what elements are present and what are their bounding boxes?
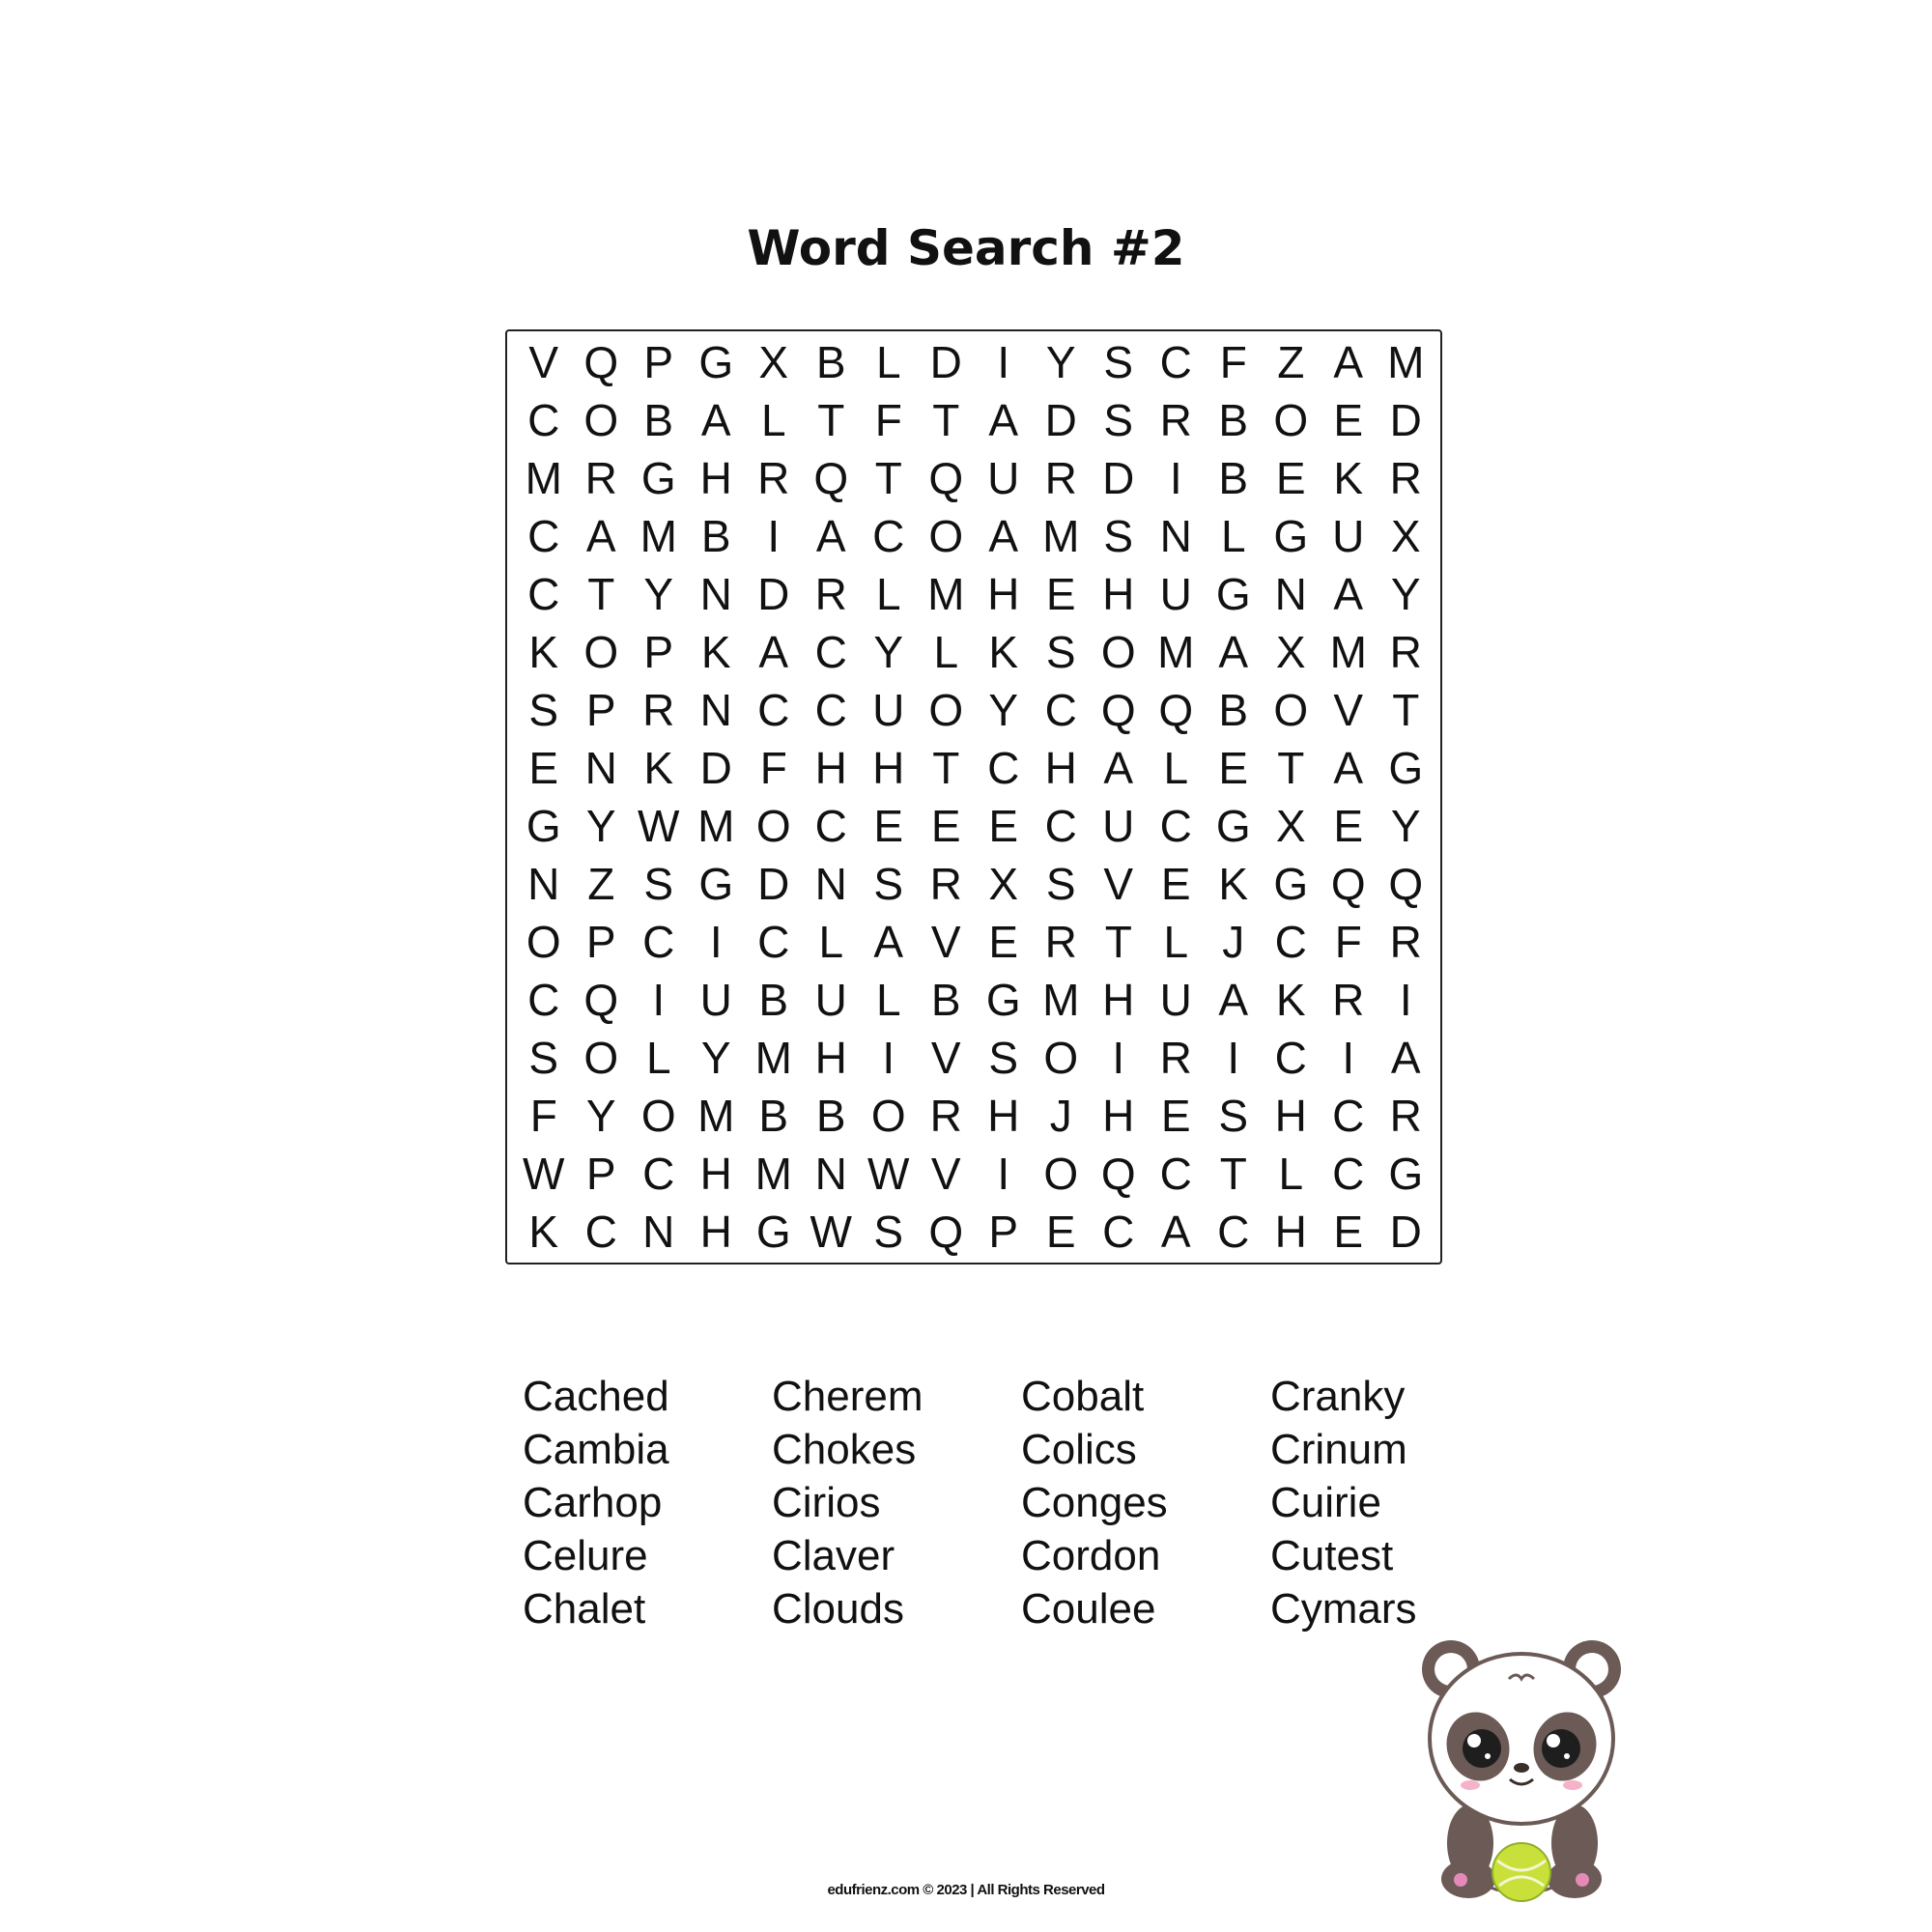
grid-cell: U [814,975,847,1025]
grid-cell: H [699,1207,732,1257]
grid-cell: A [1218,627,1249,677]
grid-cell: N [1159,511,1192,561]
grid-cell: C [757,685,790,735]
word-list-item: Cirios [772,1479,881,1526]
grid-cell: B [1218,453,1249,503]
grid-cell: G [1273,859,1309,909]
word-list-item: Clouds [772,1585,904,1633]
grid-cell: Q [813,453,849,503]
grid-cell: C [1217,1207,1250,1257]
word-search-grid [515,333,1435,1261]
grid-cell: L [1220,511,1246,561]
grid-cell: D [757,859,790,909]
grid-cell: B [930,975,961,1025]
grid-cell: K [528,1207,559,1257]
grid-cell: C [1159,801,1192,851]
grid-cell: O [640,1091,676,1141]
grid-cell: H [1274,1207,1307,1257]
grid-cell: R [1044,453,1077,503]
grid-cell: Q [1100,1149,1136,1199]
grid-cell: C [1274,917,1307,967]
word-list-item: Cymars [1270,1585,1417,1633]
grid-cell: R [584,453,617,503]
grid-cell: H [1102,569,1135,619]
grid-cell: R [1389,453,1422,503]
grid-cell: V [528,337,559,387]
grid-cell: X [1275,627,1306,677]
grid-cell: B [758,1091,789,1141]
grid-cell: O [583,627,619,677]
grid-cell: H [987,569,1020,619]
grid-cell: T [817,395,845,445]
grid-cell: L [1163,743,1189,793]
grid-cell: R [814,569,847,619]
grid-cell: P [643,337,674,387]
grid-cell: K [1218,859,1249,909]
grid-cell: C [814,627,847,677]
grid-cell: R [1389,917,1422,967]
grid-cell: M [639,511,677,561]
grid-cell: O [1043,1033,1079,1083]
grid-cell: I [709,917,723,967]
grid-cell: S [873,1207,904,1257]
grid-cell: I [882,1033,895,1083]
grid-cell: M [754,1149,792,1199]
grid-cell: J [1049,1091,1072,1141]
grid-cell: L [1163,917,1189,967]
grid-cell: C [527,975,560,1025]
grid-cell: K [643,743,674,793]
grid-cell: T [874,453,902,503]
word-list-item: Cherem [772,1373,923,1420]
grid-cell: B [758,975,789,1025]
grid-cell: S [528,685,559,735]
grid-cell: C [642,1149,675,1199]
grid-cell: L [875,337,901,387]
grid-cell: Y [873,627,904,677]
word-list [523,1370,1469,1635]
grid-cell: H [699,453,732,503]
grid-cell: D [929,337,962,387]
grid-cell: G [1215,569,1251,619]
grid-cell: G [985,975,1021,1025]
grid-cell: I [997,1149,1010,1199]
grid-cell: D [757,569,790,619]
grid-cell: C [1332,1149,1365,1199]
word-list-item: Carhop [523,1479,663,1526]
grid-cell: P [988,1207,1019,1257]
grid-cell: A [1390,1033,1421,1083]
grid-cell: B [1218,685,1249,735]
grid-cell: C [642,917,675,967]
grid-cell: Y [1045,337,1076,387]
grid-cell: O [583,395,619,445]
grid-cell: U [1332,511,1365,561]
grid-cell: U [1159,569,1192,619]
grid-cell: Y [1390,801,1421,851]
grid-cell: X [1275,801,1306,851]
grid-cell: T [1277,743,1305,793]
grid-cell: C [1274,1033,1307,1083]
grid-cell: E [1160,859,1191,909]
grid-cell: B [815,1091,846,1141]
grid-cell: E [1160,1091,1191,1141]
grid-cell: C [527,569,560,619]
grid-cell: Y [585,801,616,851]
grid-cell: C [527,395,560,445]
grid-cell: P [643,627,674,677]
grid-cell: E [930,801,961,851]
grid-cell: V [1333,685,1364,735]
grid-cell: E [1275,453,1306,503]
grid-cell: X [1390,511,1421,561]
grid-cell: A [1103,743,1134,793]
grid-cell: L [1278,1149,1304,1199]
grid-cell: H [872,743,905,793]
grid-cell: N [1274,569,1307,619]
grid-cell: Q [583,975,619,1025]
grid-cell: B [815,337,846,387]
grid-cell: Y [1390,569,1421,619]
grid-cell: A [700,395,731,445]
grid-cell: C [872,511,905,561]
grid-cell: R [929,1091,962,1141]
grid-cell: I [1399,975,1412,1025]
grid-cell: S [1103,395,1134,445]
grid-cell: N [699,569,732,619]
grid-cell: A [1333,743,1364,793]
grid-cell: D [1044,395,1077,445]
grid-cell: I [652,975,666,1025]
grid-cell: M [697,1091,735,1141]
grid-cell: O [928,685,964,735]
grid-cell: H [1044,743,1077,793]
grid-cell: K [1275,975,1306,1025]
grid-cell: G [1273,511,1309,561]
grid-cell: A [1218,975,1249,1025]
grid-cell: F [874,395,902,445]
grid-cell: D [1389,1207,1422,1257]
grid-cell: W [810,1207,852,1257]
grid-cell: M [1042,511,1080,561]
grid-cell: T [932,395,960,445]
grid-cell: G [640,453,676,503]
grid-cell: A [988,395,1019,445]
grid-cell: I [997,337,1010,387]
grid-cell: M [1387,337,1425,387]
grid-cell: R [1159,1033,1192,1083]
grid-cell: N [642,1207,675,1257]
grid-cell: B [1218,395,1249,445]
grid-cell: N [699,685,732,735]
grid-cell: W [638,801,680,851]
grid-cell: V [930,917,961,967]
grid-cell: G [1215,801,1251,851]
grid-cell: M [927,569,965,619]
grid-cell: C [1044,685,1077,735]
grid-cell: L [645,1033,671,1083]
grid-cell: I [1169,453,1182,503]
grid-cell: O [1273,685,1309,735]
word-list-item: Cached [523,1373,669,1420]
grid-cell: L [933,627,959,677]
grid-cell: I [1342,1033,1355,1083]
grid-cell: U [987,453,1020,503]
grid-cell: S [1045,859,1076,909]
grid-cell: U [872,685,905,735]
word-list-item: Crinum [1270,1426,1407,1473]
grid-cell: Q [1330,859,1366,909]
grid-cell: G [1388,743,1424,793]
grid-cell: T [932,743,960,793]
grid-cell: X [988,859,1019,909]
word-list-item: Cordon [1021,1532,1161,1579]
grid-cell: E [873,801,904,851]
grid-cell: G [698,337,734,387]
grid-cell: A [1333,569,1364,619]
grid-cell: U [699,975,732,1025]
grid-cell: H [1274,1091,1307,1141]
grid-cell: F [529,1091,557,1141]
grid-cell: O [870,1091,906,1141]
grid-cell: X [758,337,789,387]
grid-cell: R [1389,1091,1422,1141]
grid-cell: J [1222,917,1245,967]
grid-cell: P [585,917,616,967]
grid-cell: H [1102,1091,1135,1141]
grid-cell: R [1044,917,1077,967]
grid-cell: G [698,859,734,909]
grid-cell: N [814,1149,847,1199]
grid-cell: A [873,917,904,967]
grid-cell: Q [928,453,964,503]
grid-cell: C [814,685,847,735]
grid-cell: M [1329,627,1367,677]
grid-cell: M [1042,975,1080,1025]
grid-cell: U [1102,801,1135,851]
grid-cell: O [1043,1149,1079,1199]
grid-cell: W [867,1149,910,1199]
grid-cell: H [1102,975,1135,1025]
grid-cell: T [1219,1149,1247,1199]
grid-cell: O [1100,627,1136,677]
word-list-item: Chalet [523,1585,646,1633]
grid-cell: E [1333,395,1364,445]
grid-cell: T [1104,917,1132,967]
grid-cell: I [1112,1033,1125,1083]
word-list-item: Coulee [1021,1585,1156,1633]
grid-cell: C [757,917,790,967]
grid-cell: Y [988,685,1019,735]
grid-cell: R [642,685,675,735]
grid-cell: E [1333,801,1364,851]
grid-cell: I [767,511,781,561]
grid-cell: Y [585,1091,616,1141]
grid-cell: K [1333,453,1364,503]
grid-cell: K [528,627,559,677]
grid-cell: U [1159,975,1192,1025]
grid-cell: D [1389,395,1422,445]
grid-cell: C [1044,801,1077,851]
word-list-item: Claver [772,1532,895,1579]
grid-cell: H [987,1091,1020,1141]
grid-cell: P [585,685,616,735]
grid-cell: Y [700,1033,731,1083]
grid-cell: E [1333,1207,1364,1257]
grid-cell: A [1333,337,1364,387]
grid-cell: C [1159,1149,1192,1199]
grid-cell: G [1388,1149,1424,1199]
grid-cell: L [818,917,844,967]
grid-cell: F [759,743,787,793]
grid-cell: V [1103,859,1134,909]
grid-cell: A [585,511,616,561]
grid-cell: O [1273,395,1309,445]
word-list-item: Colics [1021,1426,1137,1473]
grid-cell: R [1159,395,1192,445]
panda-icon [1410,1633,1633,1903]
grid-cell: L [760,395,786,445]
grid-cell: S [1045,627,1076,677]
grid-cell: O [583,1033,619,1083]
grid-cell: B [643,395,674,445]
grid-cell: V [930,1033,961,1083]
grid-cell: B [700,511,731,561]
grid-cell: Q [1388,859,1424,909]
grid-cell: O [928,511,964,561]
grid-cell: N [527,859,560,909]
grid-cell: A [815,511,846,561]
grid-cell: S [1103,337,1134,387]
grid-cell: Q [583,337,619,387]
word-list-item: Cobalt [1021,1373,1145,1420]
grid-cell: H [814,1033,847,1083]
footer-copyright: edufrienz.com © 2023 | All Rights Reserved [827,1882,1105,1898]
grid-cell: S [1103,511,1134,561]
grid-cell: C [987,743,1020,793]
grid-cell: H [699,1149,732,1199]
grid-cell: T [1392,685,1420,735]
grid-cell: E [528,743,559,793]
grid-cell: Q [1100,685,1136,735]
word-list-item: Conges [1021,1479,1168,1526]
grid-cell: E [988,801,1019,851]
grid-cell: E [1045,1207,1076,1257]
grid-cell: P [585,1149,616,1199]
grid-cell: R [1332,975,1365,1025]
grid-cell: R [757,453,790,503]
grid-cell: F [1334,917,1362,967]
grid-cell: K [700,627,731,677]
word-list-item: Cutest [1270,1532,1394,1579]
grid-cell: M [1157,627,1195,677]
grid-cell: N [814,859,847,909]
grid-cell: S [988,1033,1019,1083]
grid-cell: S [528,1033,559,1083]
grid-cell: C [1159,337,1192,387]
grid-cell: C [814,801,847,851]
grid-cell: D [1102,453,1135,503]
grid-cell: C [1332,1091,1365,1141]
grid-cell: E [1218,743,1249,793]
grid-cell: Q [1158,685,1194,735]
grid-cell: C [527,511,560,561]
grid-cell: A [758,627,789,677]
word-list-item: Cambia [523,1426,669,1473]
grid-cell: S [1218,1091,1249,1141]
grid-cell: O [755,801,791,851]
grid-cell: O [526,917,561,967]
grid-cell: C [584,1207,617,1257]
grid-cell: S [643,859,674,909]
word-list-item: Chokes [772,1426,917,1473]
grid-cell: R [1389,627,1422,677]
grid-cell: Z [587,859,615,909]
grid-cell: Y [643,569,674,619]
grid-cell: W [523,1149,565,1199]
grid-cell: M [697,801,735,851]
grid-cell: F [1219,337,1247,387]
grid-cell: R [929,859,962,909]
grid-cell: H [814,743,847,793]
grid-cell: I [1227,1033,1240,1083]
grid-cell: G [526,801,561,851]
grid-cell: L [875,569,901,619]
grid-cell: M [754,1033,792,1083]
grid-cell: E [988,917,1019,967]
grid-cell: G [755,1207,791,1257]
word-search-grid-frame [505,329,1442,1264]
grid-cell: S [873,859,904,909]
word-list-item: Celure [523,1532,648,1579]
grid-cell: N [584,743,617,793]
grid-cell: A [1160,1207,1191,1257]
grid-cell: C [1102,1207,1135,1257]
grid-cell: A [988,511,1019,561]
grid-cell: D [699,743,732,793]
grid-cell: E [1045,569,1076,619]
page-title: Word Search #2 [747,220,1185,276]
grid-cell: L [875,975,901,1025]
grid-cell: K [988,627,1019,677]
grid-cell: V [930,1149,961,1199]
grid-cell: Q [928,1207,964,1257]
grid-cell: Z [1277,337,1305,387]
word-list-item: Cuirie [1270,1479,1381,1526]
grid-cell: T [587,569,615,619]
word-list-item: Cranky [1270,1373,1406,1420]
grid-cell: M [525,453,562,503]
